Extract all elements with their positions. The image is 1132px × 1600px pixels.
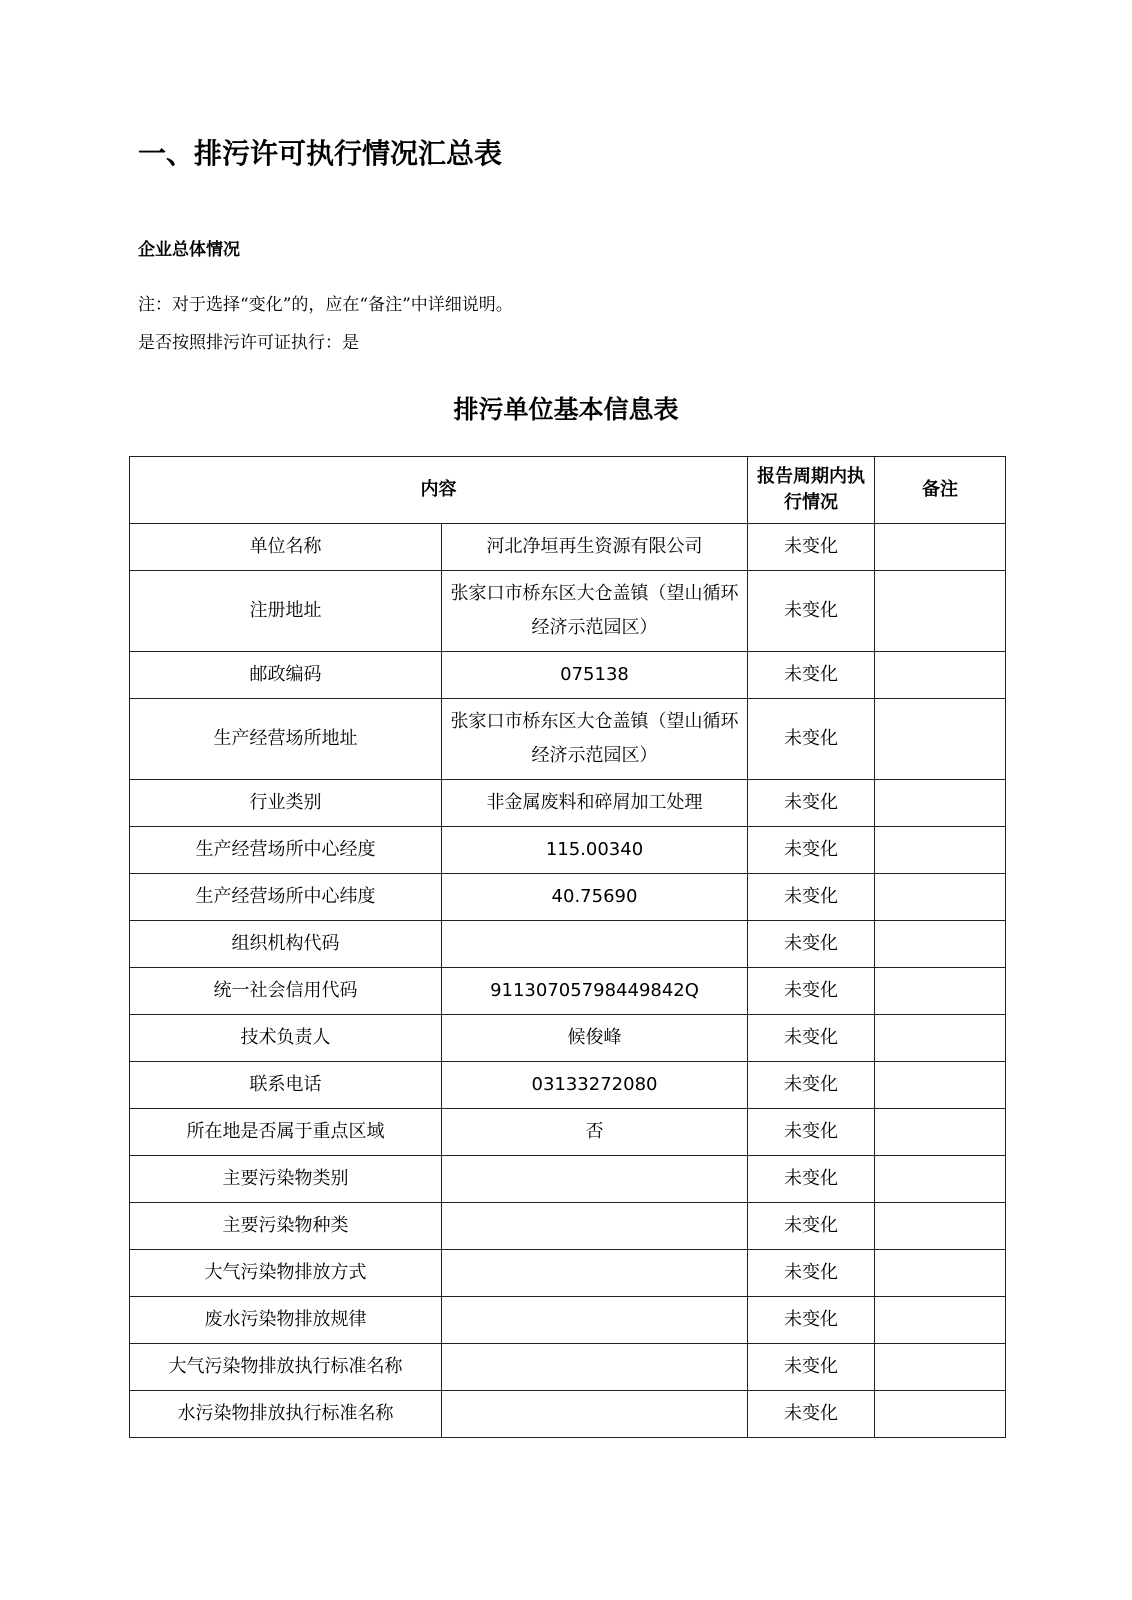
row-status: 未变化 (748, 874, 875, 921)
row-label: 主要污染物种类 (130, 1203, 442, 1250)
table-row (130, 571, 1006, 652)
row-label: 单位名称 (130, 524, 442, 571)
section-heading: 一、排污许可执行情况汇总表 (138, 137, 503, 170)
row-value: 候俊峰 (442, 1015, 748, 1062)
row-remark (875, 1250, 1006, 1297)
row-remark (875, 1344, 1006, 1391)
table-row (130, 1297, 1006, 1344)
row-remark (875, 1015, 1006, 1062)
header-period-status: 报告周期内执行情况 (748, 457, 875, 524)
row-label: 统一社会信用代码 (130, 968, 442, 1015)
row-value: 91130705798449842Q (442, 968, 748, 1015)
row-value (442, 1203, 748, 1250)
row-status: 未变化 (748, 968, 875, 1015)
row-status: 未变化 (748, 1203, 875, 1250)
table-row (130, 652, 1006, 699)
row-value (442, 1156, 748, 1203)
row-label: 邮政编码 (130, 652, 442, 699)
row-label: 技术负责人 (130, 1015, 442, 1062)
row-value (442, 1250, 748, 1297)
row-value (442, 1344, 748, 1391)
row-value: 河北净垣再生资源有限公司 (442, 524, 748, 571)
row-remark (875, 1062, 1006, 1109)
row-status: 未变化 (748, 1015, 875, 1062)
row-value: 03133272080 (442, 1062, 748, 1109)
row-status: 未变化 (748, 780, 875, 827)
row-value: 非金属废料和碎屑加工处理 (442, 780, 748, 827)
row-status: 未变化 (748, 652, 875, 699)
row-remark (875, 1391, 1006, 1438)
basic-info-table (129, 456, 1006, 1438)
row-value (442, 921, 748, 968)
row-status: 未变化 (748, 1250, 875, 1297)
row-status: 未变化 (748, 1062, 875, 1109)
table-row (130, 968, 1006, 1015)
row-label: 注册地址 (130, 571, 442, 652)
row-status: 未变化 (748, 827, 875, 874)
row-label: 生产经营场所中心纬度 (130, 874, 442, 921)
row-value (442, 1297, 748, 1344)
table-header-row (130, 457, 1006, 524)
table-row (130, 1109, 1006, 1156)
table-row (130, 874, 1006, 921)
row-remark (875, 874, 1006, 921)
row-label: 水污染物排放执行标准名称 (130, 1391, 442, 1438)
row-remark (875, 524, 1006, 571)
header-content: 内容 (130, 457, 748, 524)
row-remark (875, 571, 1006, 652)
row-remark (875, 652, 1006, 699)
row-status: 未变化 (748, 571, 875, 652)
table-row (130, 699, 1006, 780)
row-status: 未变化 (748, 1109, 875, 1156)
row-status: 未变化 (748, 1391, 875, 1438)
row-value: 115.00340 (442, 827, 748, 874)
table-row (130, 1250, 1006, 1297)
row-status: 未变化 (748, 1156, 875, 1203)
row-label: 主要污染物类别 (130, 1156, 442, 1203)
row-remark (875, 968, 1006, 1015)
row-value: 075138 (442, 652, 748, 699)
table-row (130, 1203, 1006, 1250)
row-value (442, 1391, 748, 1438)
row-value: 40.75690 (442, 874, 748, 921)
table-row (130, 1344, 1006, 1391)
row-status: 未变化 (748, 1297, 875, 1344)
table-row (130, 1156, 1006, 1203)
row-label: 生产经营场所中心经度 (130, 827, 442, 874)
row-label: 联系电话 (130, 1062, 442, 1109)
table-row (130, 921, 1006, 968)
row-label: 所在地是否属于重点区域 (130, 1109, 442, 1156)
row-label: 组织机构代码 (130, 921, 442, 968)
row-remark (875, 699, 1006, 780)
sub-heading: 企业总体情况 (138, 240, 240, 260)
table-row (130, 1391, 1006, 1438)
row-label: 废水污染物排放规律 (130, 1297, 442, 1344)
row-value: 否 (442, 1109, 748, 1156)
change-note: 注：对于选择“变化”的，应在“备注”中详细说明。 (138, 295, 513, 315)
table-title: 排污单位基本信息表 (453, 395, 679, 424)
row-value: 张家口市桥东区大仓盖镇（望山循环经济示范园区） (442, 571, 748, 652)
row-label: 行业类别 (130, 780, 442, 827)
row-status: 未变化 (748, 699, 875, 780)
table-row (130, 1015, 1006, 1062)
table-row (130, 780, 1006, 827)
table-row (130, 1062, 1006, 1109)
row-label: 生产经营场所地址 (130, 699, 442, 780)
table-row (130, 524, 1006, 571)
row-status: 未变化 (748, 1344, 875, 1391)
row-status: 未变化 (748, 921, 875, 968)
row-value: 张家口市桥东区大仓盖镇（望山循环经济示范园区） (442, 699, 748, 780)
table-row (130, 827, 1006, 874)
row-remark (875, 921, 1006, 968)
row-remark (875, 1297, 1006, 1344)
row-remark (875, 1156, 1006, 1203)
row-remark (875, 1109, 1006, 1156)
row-remark (875, 827, 1006, 874)
row-label: 大气污染物排放执行标准名称 (130, 1344, 442, 1391)
row-label: 大气污染物排放方式 (130, 1250, 442, 1297)
row-remark (875, 780, 1006, 827)
row-status: 未变化 (748, 524, 875, 571)
compliance-statement: 是否按照排污许可证执行：是 (138, 333, 359, 353)
header-remarks: 备注 (875, 457, 1006, 524)
row-remark (875, 1203, 1006, 1250)
